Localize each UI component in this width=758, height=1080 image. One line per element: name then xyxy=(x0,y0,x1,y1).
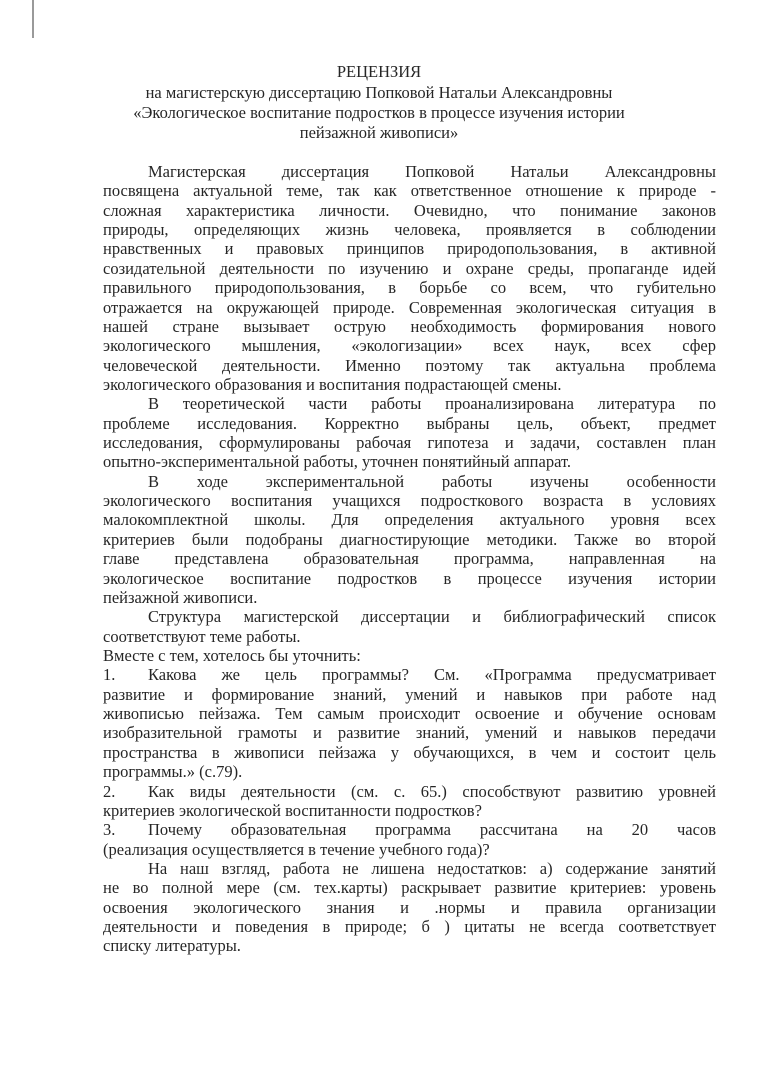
text-line-content: деятельности и поведения в природе; б ) цитаты не всегда соответствует xyxy=(103,917,716,937)
text-line xyxy=(103,782,716,801)
text-line xyxy=(103,762,716,781)
text-line xyxy=(103,317,716,336)
text-line xyxy=(103,569,716,588)
text-line-content: развитие и формирование знаний, умений и навыков при работе над xyxy=(103,684,716,704)
text-line xyxy=(103,433,716,452)
text-line xyxy=(103,414,716,433)
document-title: РЕЦЕНЗИЯ xyxy=(336,62,422,81)
text-line xyxy=(103,375,716,394)
text-line xyxy=(103,840,716,859)
text-line-content: Магистерская диссертация Попковой Натальи Александровны xyxy=(148,162,716,181)
text-line xyxy=(103,336,716,355)
paragraph xyxy=(103,607,716,646)
text-line xyxy=(103,685,716,704)
text-line xyxy=(103,743,716,762)
text-line-content: экологического образования и воспитания подрастающей смены. xyxy=(103,374,562,394)
text-line xyxy=(103,549,716,568)
text-line xyxy=(103,491,716,510)
text-line xyxy=(103,627,716,646)
text-line-content: критериев были подобраны диагностирующие методики. Также во второй xyxy=(103,529,716,549)
text-line xyxy=(103,181,716,200)
text-line xyxy=(103,220,716,239)
text-line xyxy=(103,510,716,529)
text-line-content: Какова же цель программы? См. «Программа предусматривает xyxy=(148,665,716,685)
text-line-content: природы, определяющих жизнь человека, проявляется в соблюдении xyxy=(103,220,716,240)
text-line-content: отражается на окружающей природе. Современная экологическая ситуация в xyxy=(103,297,716,317)
text-line xyxy=(103,646,716,665)
text-line-content: посвящена актуальной теме, так как ответственное отношение к природе - xyxy=(103,181,716,201)
text-line xyxy=(103,859,716,878)
text-line-content: изобразительной грамоты и развитие знаний, умений и навыков передачи xyxy=(103,723,716,743)
text-line xyxy=(103,665,716,684)
text-line xyxy=(103,607,716,626)
text-line xyxy=(103,162,716,181)
text-line-content: списку литературы. xyxy=(103,936,241,956)
numbered-question xyxy=(103,820,716,859)
text-line-content: В теоретической части работы проанализирована литература по xyxy=(148,394,716,414)
text-line xyxy=(103,259,716,278)
text-line-content: (реализация осуществляется в течение учебного года)? xyxy=(103,839,490,859)
numbered-question xyxy=(103,665,716,781)
question-number: 1. xyxy=(103,665,116,685)
text-line-content: критериев экологической воспитанности подростков? xyxy=(103,800,482,820)
paragraph xyxy=(103,859,716,956)
text-line xyxy=(103,472,716,491)
text-line xyxy=(103,201,716,220)
text-line xyxy=(103,723,716,742)
text-line-content: программы.» (с.79). xyxy=(103,762,243,782)
text-line-content: Вместе с тем, хотелось бы уточнить: xyxy=(103,645,361,665)
text-line xyxy=(103,278,716,297)
question-number: 2. xyxy=(103,781,116,801)
text-line-content: сложная характеристика личности. Очевидно, что понимание законов xyxy=(103,200,716,220)
paragraph xyxy=(103,394,716,471)
text-line-content: нравственных и правовых принципов природопользования, в активной xyxy=(103,239,716,259)
text-line xyxy=(103,801,716,820)
text-line-content: Почему образовательная программа рассчитана на 20 часов xyxy=(148,820,716,840)
text-line xyxy=(103,530,716,549)
text-line xyxy=(103,917,716,936)
text-line-content: Как виды деятельности (см. с. 65.) способствуют развитию уровней xyxy=(148,781,716,801)
text-line xyxy=(103,452,716,471)
text-line-content: живописью пейзажа. Тем самым происходит освоение и обучение основам xyxy=(103,704,716,724)
text-line-content: пейзажной живописи. xyxy=(103,587,258,607)
text-line-content: освоения экологического знания и .нормы и правила организации xyxy=(103,897,716,917)
text-line-content: созидательной деятельности по изучению и охране среды, пропаганде идей xyxy=(103,258,716,278)
text-line-content: проблеме исследования. Корректно выбраны цель, объект, предмет xyxy=(103,413,716,433)
text-line-content: пространства в живописи пейзажа у обучающихся, в чем и состоит цель xyxy=(103,742,716,762)
scan-artifact-line xyxy=(32,0,34,38)
subtitle-line: «Экологическое воспитание подростков в процессе изучения истории xyxy=(133,103,625,122)
paragraph xyxy=(103,162,716,394)
text-line-content: опытно-экспериментальной работы, уточнен понятийный аппарат. xyxy=(103,452,572,472)
text-line-content: человеческой деятельности. Именно поэтому так актуальна проблема xyxy=(103,355,716,375)
text-line-content: Структура магистерской диссертации и библиографический список xyxy=(148,607,716,627)
text-line-content: малокомплектной школы. Для определения актуального уровня всех xyxy=(103,510,716,530)
paragraph xyxy=(103,646,716,665)
review-body xyxy=(103,162,716,956)
question-number: 3. xyxy=(103,820,116,840)
text-line xyxy=(103,878,716,897)
text-line-content: исследования, сформулированы рабочая гипотеза и задачи, составлен план xyxy=(103,433,716,453)
text-line xyxy=(103,298,716,317)
text-line xyxy=(103,820,716,839)
text-line xyxy=(103,936,716,955)
subtitle-line: пейзажной живописи» xyxy=(299,123,459,142)
text-line-content: экологического воспитания учащихся подросткового возраста в условиях xyxy=(103,491,716,511)
text-line-content: правильного природопользования, в борьбе со всем, что губительно xyxy=(103,278,716,298)
text-line xyxy=(103,356,716,375)
text-line xyxy=(103,394,716,413)
paragraph xyxy=(103,472,716,608)
numbered-question xyxy=(103,782,716,821)
text-line-content: В ходе экспериментальной работы изучены особенности xyxy=(148,471,716,491)
text-line xyxy=(103,898,716,917)
text-line-content: На наш взгляд, работа не лишена недостатков: а) содержание занятий xyxy=(148,858,716,878)
subtitle-line: на магистерскую диссертацию Попковой Натальи Александровны xyxy=(145,83,613,102)
text-line-content: экологическое воспитание подростков в процессе изучения истории xyxy=(103,568,716,588)
text-line xyxy=(103,239,716,258)
text-line-content: соответствуют теме работы. xyxy=(103,626,301,646)
text-line xyxy=(103,588,716,607)
text-line xyxy=(103,704,716,723)
text-line-content: экологического мышления, «экологизации» всех наук, всех сфер xyxy=(103,336,716,356)
text-line-content: главе представлена образовательная программа, направленная на xyxy=(103,549,716,569)
text-line-content: не во полной мере (см. тех.карты) раскрывает развитие критериев: уровень xyxy=(103,878,716,898)
text-line-content: нашей стране вызывает острую необходимость формирования нового xyxy=(103,316,716,336)
